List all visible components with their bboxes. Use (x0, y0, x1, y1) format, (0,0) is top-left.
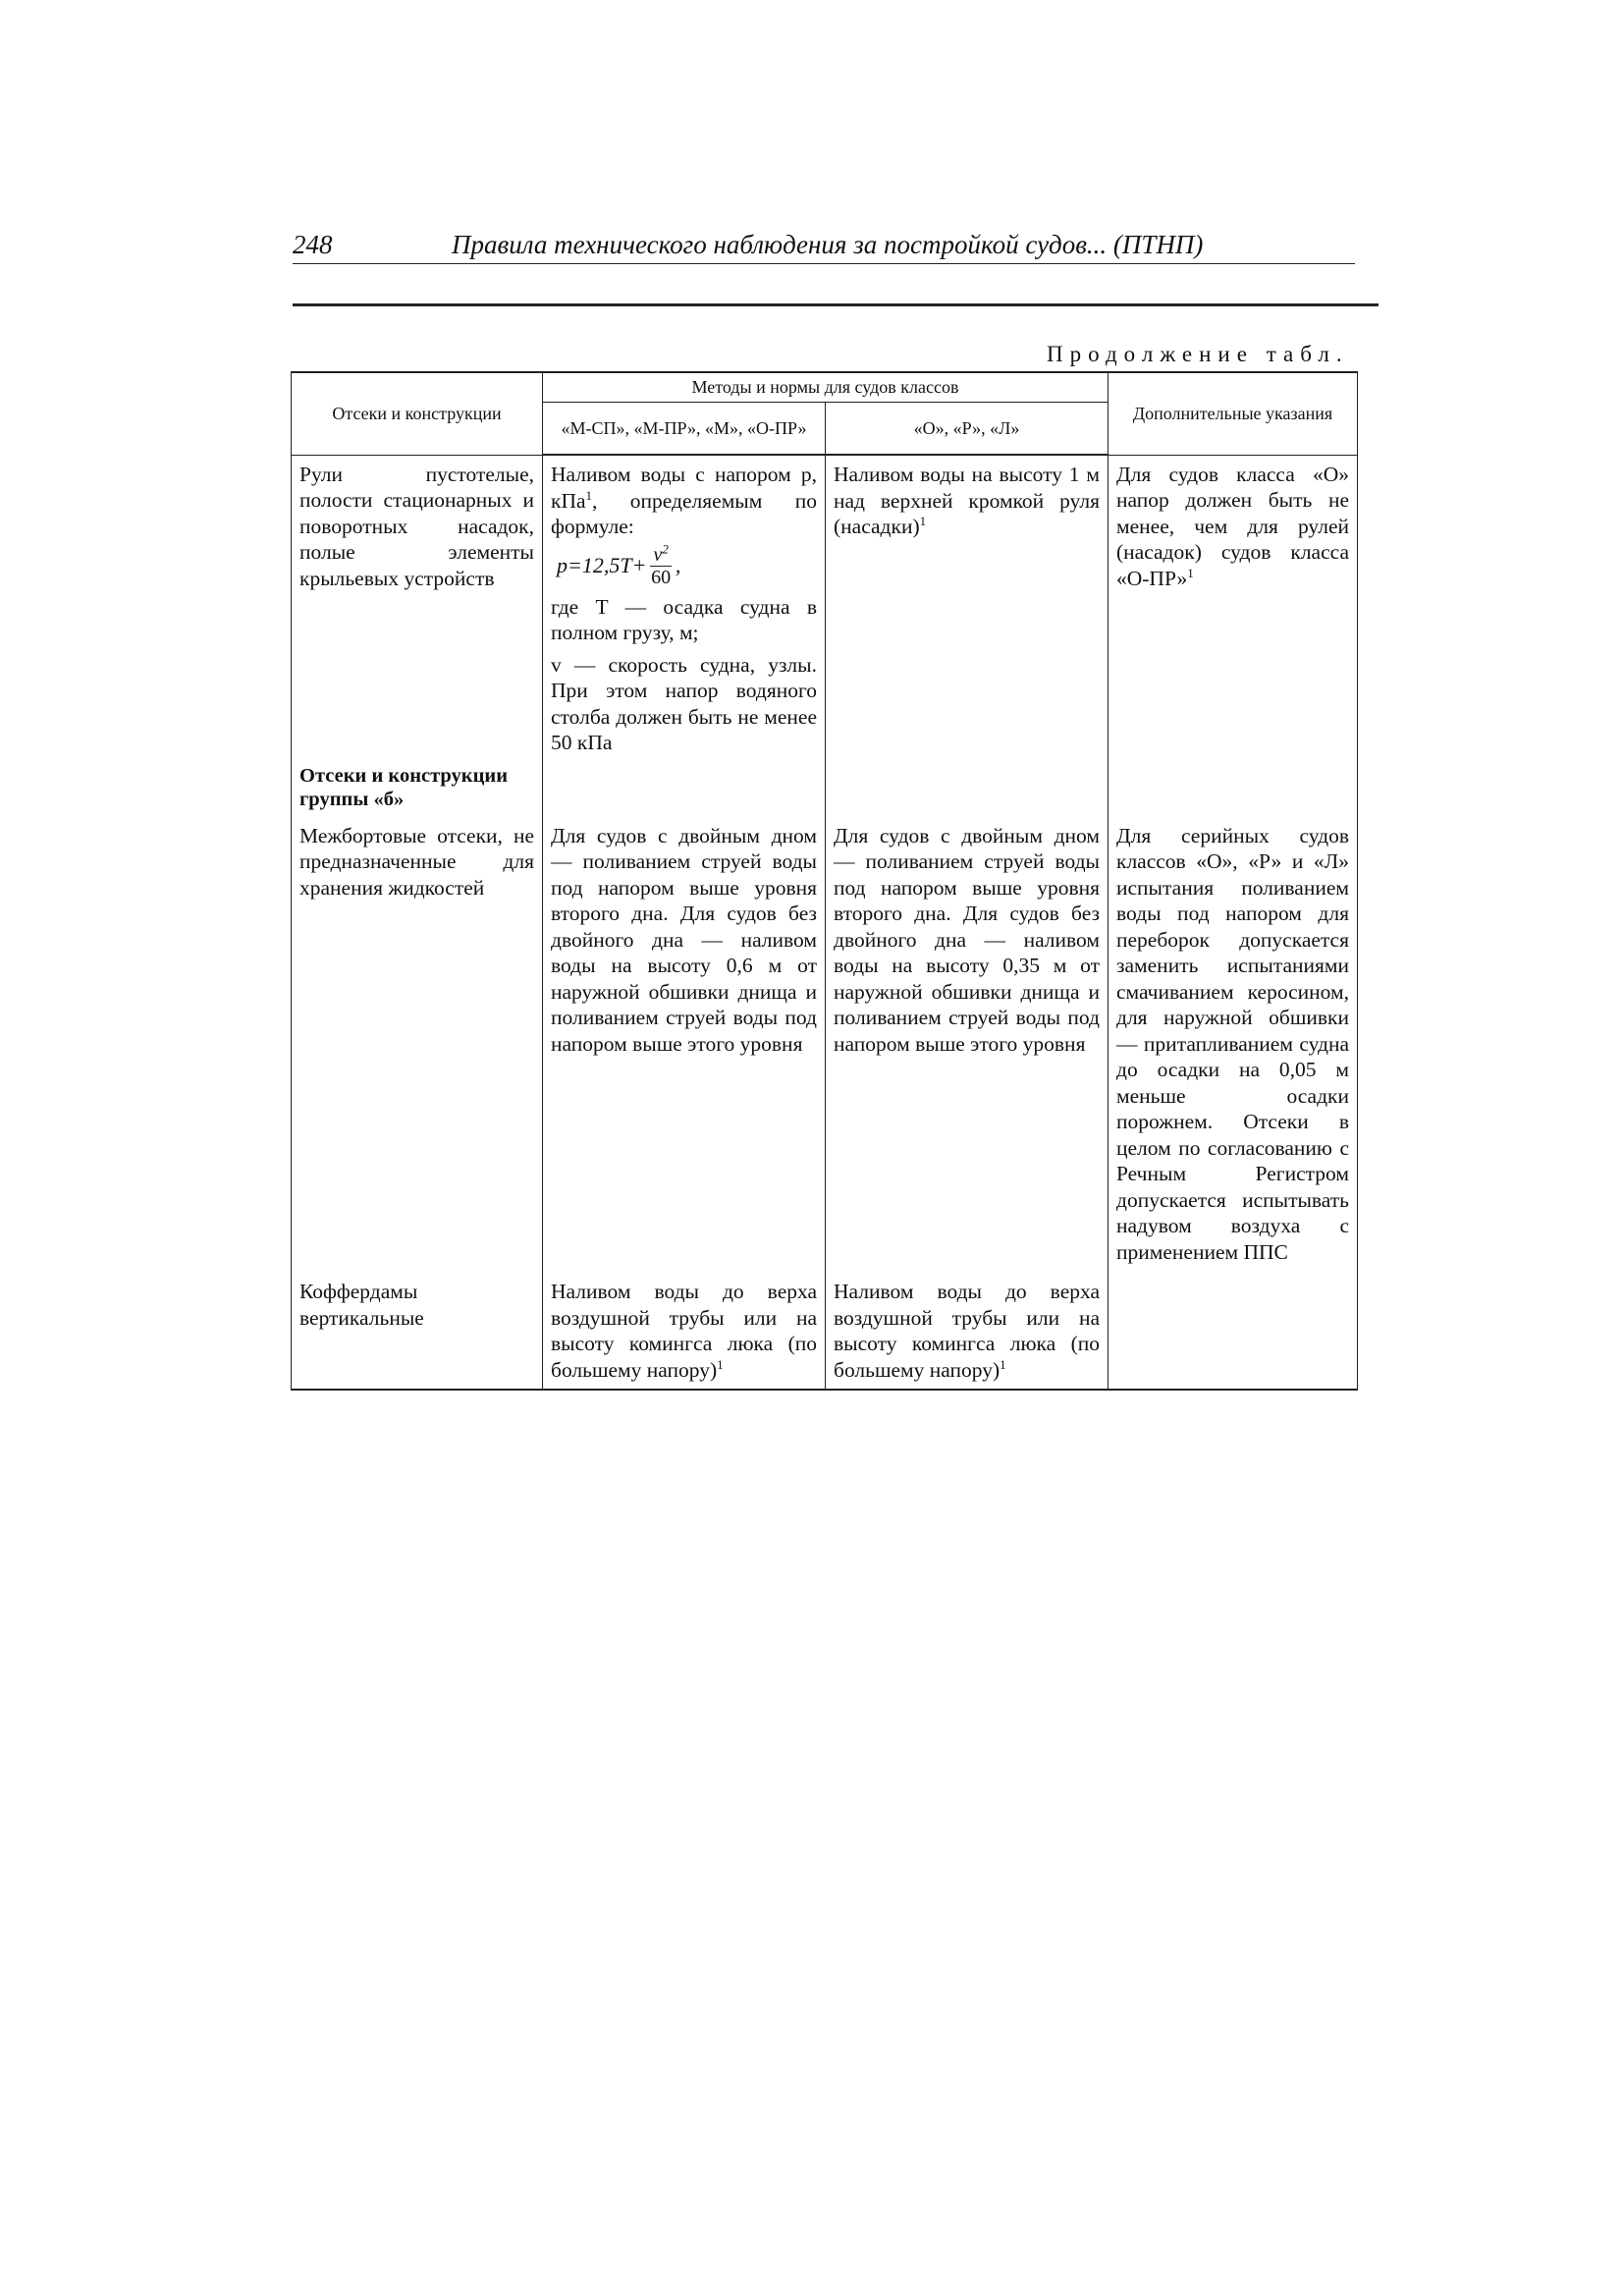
section-row (292, 756, 1358, 817)
table-row (292, 455, 1358, 756)
col-header-methods: Методы и нормы для судов классов (543, 372, 1109, 402)
table-row (292, 817, 1358, 1274)
cell-classes-b: Для судов с двойным дном — поливанием струей воды под напором выше уровня второго дна. Для судов без двойного дна — наливом воды на высоту 0,35 м от наружной обшивки днища и поливанием струей воды под напором выше этого уровня (826, 817, 1109, 1274)
pressure-formula: p=12,5T+ $\frac{v^2}{60}$ , (557, 540, 681, 588)
cell-classes-a (543, 455, 826, 756)
col-header-classes-b: «О», «Р», «Л» (826, 402, 1109, 455)
section-title: Отсеки и конструкции группы «б» (292, 756, 543, 817)
method-intro: Наливом воды с напором p, кПа$^1$, определяемым по формуле: (551, 463, 817, 538)
col-header-classes-a: «М-СП», «М-ПР», «М», «О-ПР» (543, 402, 826, 455)
cell-classes-b: Наливом воды на высоту 1 м над верхней кромкой руля (насадки)$^1$ (826, 455, 1109, 756)
continuation-label: Продолжение табл. (1047, 342, 1349, 366)
col-header-notes: Дополнительные указания (1109, 372, 1358, 455)
test-methods-table (291, 371, 1358, 1391)
page-header (293, 228, 1355, 264)
cell-compartment: Межбортовые отсеки, не предназначенные для хранения жидкостей (292, 817, 543, 1274)
page-number: 248 (293, 230, 333, 259)
cell-classes-b: Наливом воды до верха воздушной трубы или на высоту комингса люка (по большему напору)$^1$ (826, 1273, 1109, 1390)
formula-where: где T — осадка судна в полном грузу, м; (551, 594, 817, 644)
cell-compartment: Рули пустотелые, полости стационарных и поворотных насадок, полые элементы крыльевых устройств (292, 455, 543, 756)
formula-fraction: $\frac{v^2}{60}$ (651, 540, 672, 588)
col-header-compartments: Отсеки и конструкции (292, 372, 543, 455)
cell-compartment: Коффердамы вертикальные (292, 1273, 543, 1390)
cell-notes: Для судов класса «О» напор должен быть не менее, чем для рулей (насадок) судов класса «О-ПР»$^1$ (1109, 455, 1358, 756)
header-rule (293, 303, 1379, 306)
running-title: Правила технического наблюдения за постройкой судов... (ПТНП) (452, 230, 1204, 259)
cell-notes: Для серийных судов классов «О», «Р» и «Л» испытания поливанием воды под напором для переборок допускается заменить испытаниями смачиванием керосином, для наружной обшивки — притапливанием судна до осадки на 0,05 м меньше осадки порожнем. Отсеки в целом по согласованию с Речным Регистром допускается испытывать надувом воздуха с применением ППС (1109, 817, 1358, 1274)
cell-classes-a: Наливом воды до верха воздушной трубы или на высоту комингса люка (по большему напору)$^1$ (543, 1273, 826, 1390)
formula-speed: v — скорость судна, узлы. При этом напор водяного столба должен быть не менее 50 кПа (551, 652, 817, 754)
table-row (292, 1273, 1358, 1390)
cell-notes (1109, 1273, 1358, 1390)
cell-classes-a: Для судов с двойным дном — поливанием струей воды под напором выше уровня второго дна. Для судов без двойного дна — наливом воды на высоту 0,6 м от наружной обшивки днища и поливанием струей воды под напором выше этого уровня (543, 817, 826, 1274)
